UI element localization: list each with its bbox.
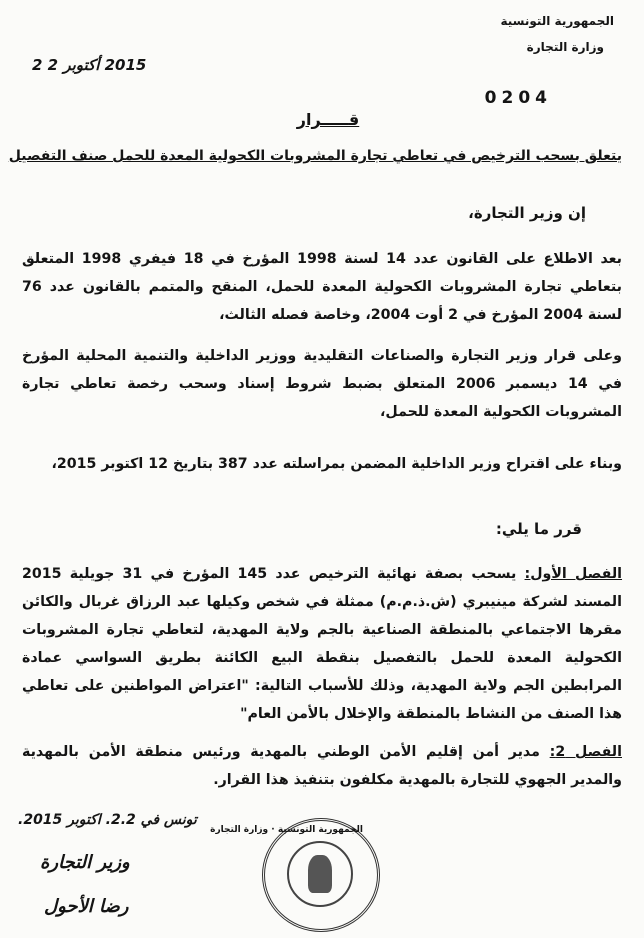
preamble-paragraph-3: وبناء على اقتراح وزير الداخلية المضمن بمراسلته عدد 387 بتاريخ 12 اكتوبر 2015، xyxy=(51,456,622,472)
article-2 xyxy=(22,738,622,794)
article-1-heading: الفصل الأول: xyxy=(524,566,623,582)
date-stamp: 2015 أكتوبر 2 2 xyxy=(32,56,147,74)
preamble-paragraph-2: وعلى قرار وزير التجارة والصناعات التقليدية ووزير الداخلية والتنمية المحلية المؤرخ في 14 ديسمبر 2006 المتعلق بضبط شروط إسناد وسحب رخصة تعاطي تجارة المشروبات الكحولية المعدة للحمل، xyxy=(22,348,622,420)
official-stamp xyxy=(210,818,380,932)
article-2-heading: الفصل 2: xyxy=(549,744,622,760)
signature-name: رضا الأحول xyxy=(44,896,129,917)
decides-heading: قرر ما يلي: xyxy=(495,520,582,538)
article-1-text: يسحب بصفة نهائية الترخيص عدد 145 المؤرخ في 31 جويلية 2015 المسند لشركة مينيبري (ش.ذ.م.م) ممثلة في شخص وكيلها عبد الرزاق غربال والكائن مقرها الاجتماعي بالمنطقة الصناعية بالجم ولاية المهدية، لتعاطي تجارة المشروبات الكحولية المعدة للحمل بالتفصيل بنقطة البيع الكائنة بطريق السواسي عمادة المرابطين الجم ولاية المهدية، وذلك للأسباب التالية: "اعتراض المواطنين على تعاطي هذا الصنف من النشاط بالمنطقة والإخلال بالأمن العام" xyxy=(22,566,622,722)
article-2-text: مدير أمن إقليم الأمن الوطني بالمهدية ورئيس منطقة الأمن بالمهدية والمدير الجهوي للتجارة بالمهدية مكلفون بتنفيذ هذا القرار. xyxy=(22,744,622,788)
decree-number: 0204 xyxy=(484,88,552,108)
republic-header: الجمهورية التونسية xyxy=(500,14,614,28)
preamble-paragraph-1: بعد الاطلاع على القانون عدد 14 لسنة 1998 المؤرخ في 18 فيفري 1998 المتعلق بتعاطي تجارة المشروبات الكحولية المعدة للحمل، المنقح والمتمم بالقانون عدد 76 لسنة 2004 المؤرخ في 2 أوت 2004، وخاصة فصله الثالث، xyxy=(22,251,622,323)
signature-title: وزير التجارة xyxy=(40,852,130,873)
ministry-header: وزارة التجارة xyxy=(526,40,604,54)
stamp-text: الجمهورية التونسية · وزارة التجارة xyxy=(210,825,363,835)
decree-title: قـــــرار xyxy=(296,110,360,129)
place-date: تونس في 2.2. اكتوبر 2015. xyxy=(18,812,197,828)
addressee: إن وزير التجارة، xyxy=(468,204,586,222)
stamp-emblem xyxy=(287,841,353,907)
decree-subject: يتعلق بسحب الترخيص في تعاطي تجارة المشروبات الكحولية المعدة للحمل صنف التفصيل xyxy=(8,148,622,164)
emblem-figure-icon xyxy=(308,855,332,893)
article-1 xyxy=(22,560,622,728)
